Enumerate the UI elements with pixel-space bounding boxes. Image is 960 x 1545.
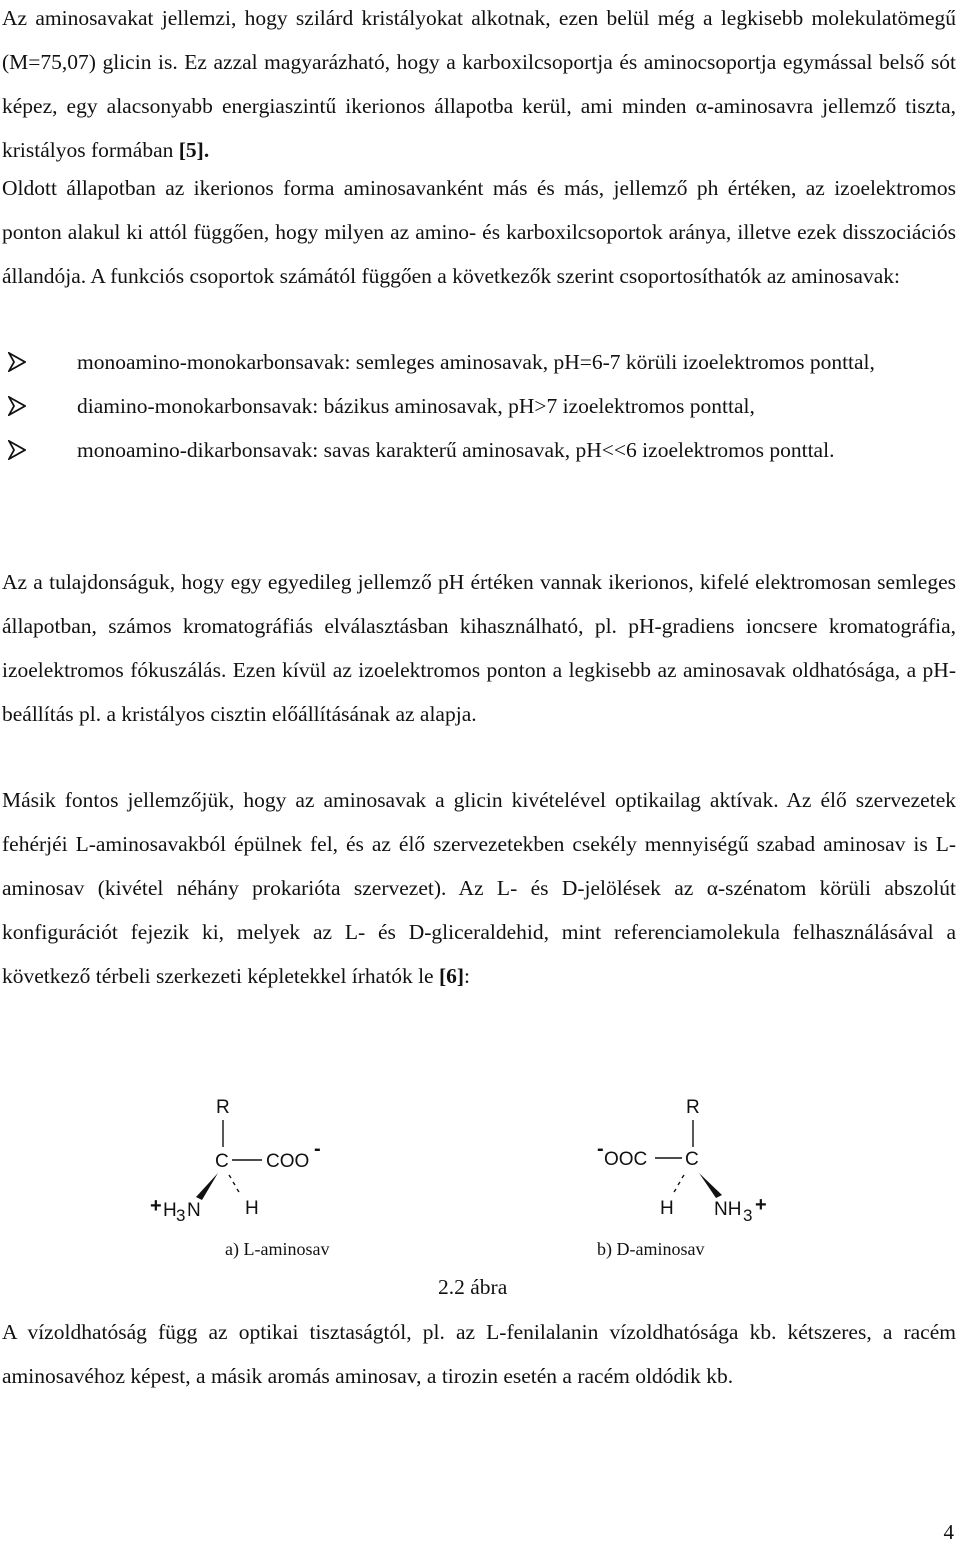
- left-hashed-bond: [229, 1175, 239, 1192]
- left-r-group: R: [216, 1097, 230, 1118]
- bullet-list: [2, 340, 956, 472]
- l-aminosav-structure: [150, 1097, 321, 1225]
- right-ammonium-subscript: 3: [743, 1206, 753, 1225]
- paragraph-1-text: Az aminosavakat jellemzi, hogy szilárd kristályokat alkotnak, ezen belül még a legkisebb molekulatömegű (M=75,07) glicin is. Ez azzal magyarázható, hogy a karboxilcsoportja és aminocsoportja egymással belső sót képez, egy alacsonyabb energiaszintű ikerionos állapotba kerül, ami minden: [2, 6, 956, 118]
- alpha-symbol: α: [695, 94, 707, 118]
- list-item: [2, 340, 956, 384]
- list-item: [2, 428, 956, 472]
- alpha-symbol: α: [706, 876, 718, 900]
- list-item-text: monoamino-dikarbonsavak: savas karakterű aminosavak, pH<<6 izoelektromos ponttal.: [77, 438, 835, 462]
- caption-l-aminosav: a) L-aminosav: [225, 1239, 330, 1259]
- left-ammonium-subscript: 3: [176, 1206, 186, 1225]
- arrowhead-bullet-icon: [8, 440, 26, 460]
- page-number: 4: [943, 1520, 954, 1544]
- figure-title: 2.2 ábra: [438, 1275, 508, 1299]
- list-item-text: monoamino-monokarbonsavak: semleges aminosavak, pH=6-7 körüli izoelektromos ponttal,: [77, 350, 875, 374]
- right-minus-charge: -: [597, 1138, 604, 1160]
- figure-amino-acid-configurations: [0, 1080, 960, 1320]
- right-alpha-carbon: C: [685, 1149, 699, 1170]
- right-wedge-bond: [699, 1173, 722, 1198]
- arrowhead-bullet-icon: [8, 352, 26, 372]
- paragraph-1-text-cont: -aminosavra jellemző tiszta, kristályos formában: [2, 94, 956, 162]
- paragraph-4-end: :: [464, 964, 471, 988]
- paragraph-4-text: Másik fontos jellemzőjük, hogy az aminosavak a glicin kivételével optikailag aktívak. Az élő szervezetek fehérjéi L-aminosavakból épülnek fel, és az élő szervezetekben csekély mennyiségű szabad aminosav is L-aminosav (kivétel néhány prokarióta szervezet). Az L- és D-jelölések az: [2, 788, 956, 900]
- right-r-group: R: [686, 1097, 700, 1118]
- paragraph-3: Az a tulajdonságuk, hogy egy egyedileg jellemző pH értéken vannak ikerionos, kifelé elektromosan semleges állapotban, számos kromatográfiás elválasztásban kihasználható, pl. pH-gradiens ioncsere kromatográfia, izoelektromos fókuszálás. Ezen kívül az izoelektromos ponton a legkisebb az aminosavak oldhatósága, a pH-beállítás pl. a kristályos cisztin előállításának az alapja.: [2, 570, 956, 726]
- reference-5: [5]: [178, 138, 204, 162]
- right-hashed-bond: [674, 1175, 684, 1192]
- paragraph-4: [2, 778, 956, 998]
- left-ammonium-h: H: [163, 1200, 177, 1221]
- left-ammonium-n: N: [187, 1200, 201, 1221]
- paragraph-5: A vízoldhatóság függ az optikai tisztaságtól, pl. az L-fenilalanin vízoldhatósága kb. kétszeres, a racém aminosavéhoz képest, a másik aromás aminosav, a tirozin esetén a racém oldódik kb.: [2, 1320, 956, 1388]
- left-wedge-bond: [196, 1173, 218, 1200]
- left-plus-charge: +: [150, 1195, 162, 1217]
- right-hydrogen: H: [660, 1198, 674, 1219]
- right-ammonium-nh: NH: [714, 1199, 742, 1220]
- paragraph-1-end: .: [203, 138, 210, 162]
- left-alpha-carbon: C: [215, 1151, 229, 1172]
- left-hydrogen: H: [245, 1198, 259, 1219]
- right-carboxylate: OOC: [604, 1149, 648, 1170]
- right-plus-charge: +: [755, 1194, 767, 1216]
- list-item: [2, 384, 956, 428]
- left-carboxylate: COO: [266, 1151, 310, 1172]
- arrowhead-bullet-icon: [8, 396, 26, 416]
- paragraph-2: Oldott állapotban az ikerionos forma aminosavanként más és más, jellemző ph értéken, az izoelektromos ponton alakul ki attól függően, hogy milyen az amino- és karboxilcsoportok aránya, illetve ezek disszociációs állandója. A funkciós csoportok számától függően a következők szerint csoportosíthatók az aminosavak:: [2, 176, 956, 288]
- reference-6: [6]: [438, 964, 465, 988]
- caption-d-aminosav: b) D-aminosav: [597, 1239, 705, 1259]
- list-item-text: diamino-monokarbonsavak: bázikus aminosavak, pH>7 izoelektromos ponttal,: [77, 394, 755, 418]
- left-minus-charge: -: [314, 1138, 321, 1160]
- paragraph-4-text-cont: -szénatom körüli abszolút konfigurációt fejezik ki, melyek az L- és D-gliceraldehid, mint referenciamolekula felhasználásával a következő térbeli szerkezeti képletekkel írhatók le: [2, 876, 956, 988]
- d-aminosav-structure: [597, 1097, 767, 1225]
- paragraph-1: [2, 0, 956, 172]
